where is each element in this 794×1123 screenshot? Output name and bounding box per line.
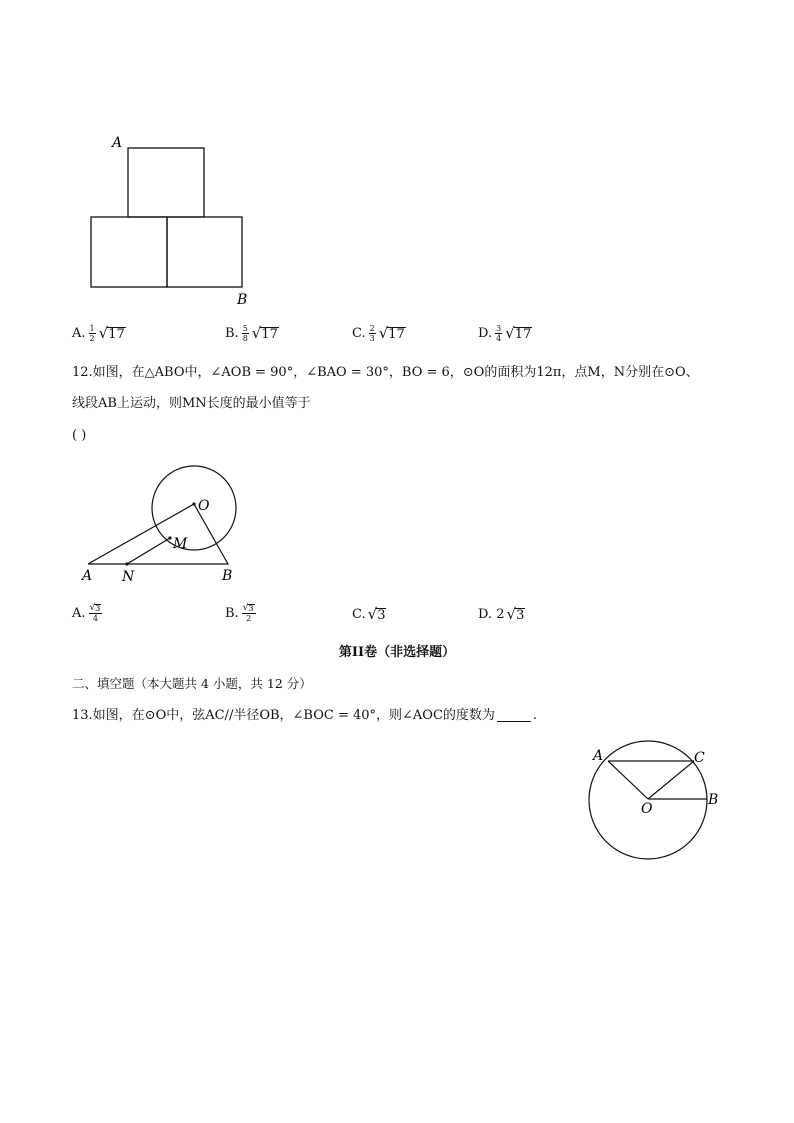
- section2-heading: 二、填空题（本大题共 4 小题，共 12 分）: [72, 676, 312, 691]
- label-b: B: [708, 792, 719, 808]
- label-a: A: [112, 135, 123, 151]
- segment-nm: [127, 538, 170, 564]
- sqrt: √ 17: [378, 324, 405, 342]
- point-m: [168, 536, 171, 539]
- fraction: $\frac{5}{8}$: [242, 324, 248, 343]
- sqrt: √ 17: [251, 324, 278, 342]
- fraction: $\frac{2}{3}$: [369, 324, 375, 343]
- option-a[interactable]: A. $\frac{1}{2}$ √ 17: [72, 324, 125, 343]
- point-n: [125, 562, 128, 565]
- fraction: $\frac{3}{4}$: [496, 324, 502, 343]
- label-b: B: [222, 568, 233, 584]
- bottom-left-square: [91, 217, 167, 287]
- option-d[interactable]: D. $\frac{3}{4}$ √ 17: [478, 324, 532, 343]
- option-d[interactable]: D. 2 √ 3: [478, 605, 525, 623]
- circle-o: [152, 466, 236, 550]
- point-o: [192, 502, 195, 505]
- q12-line2: 线段AB上运动，则MN长度的最小值等于: [72, 396, 311, 411]
- answer-blank[interactable]: [497, 709, 531, 722]
- radius-oa: [608, 761, 648, 799]
- option-b[interactable]: B. $\frac{5}{8}$ √ 17: [225, 324, 278, 343]
- option-b[interactable]: B. √ 3 2: [225, 603, 254, 623]
- label-c: C: [694, 750, 705, 766]
- option-c[interactable]: C. $\frac{2}{3}$ √ 17: [352, 324, 405, 343]
- label-m: M: [173, 536, 188, 552]
- label-o: O: [198, 498, 210, 514]
- q13-text: [72, 709, 537, 722]
- fraction: √ 3 4: [89, 603, 101, 623]
- figure-circle-chord: [588, 740, 728, 866]
- fraction: $\frac{1}{2}$: [89, 324, 95, 343]
- part2-title: 第II卷（非选择题）: [338, 645, 456, 660]
- q13-question: 13.如图，在⊙O中，弦AC//半径OB，∠BOC = 40°，则∠AOC的度数为: [72, 708, 495, 723]
- fraction: √ 3 2: [242, 603, 254, 623]
- radius-oc: [648, 761, 694, 799]
- figure-triangle-circle: [78, 460, 248, 588]
- q12-answer-paren: ( ): [72, 428, 87, 443]
- label-a: A: [82, 568, 93, 584]
- label-a: A: [593, 748, 604, 764]
- sqrt: √ 3: [367, 605, 386, 623]
- bottom-right-square: [167, 217, 242, 287]
- label-n: N: [122, 569, 135, 585]
- option-c[interactable]: C. √ 3: [352, 605, 386, 623]
- top-square: [128, 148, 204, 217]
- q12-line1: 12.如图，在△ABO中，∠AOB = 90°，∠BAO = 30°，BO = 6，⊙O的面积为12π，点M，N分别在⊙O、: [72, 365, 699, 380]
- circle-o: [589, 741, 707, 859]
- sqrt: √ 17: [98, 324, 125, 342]
- sqrt: √ 17: [505, 324, 532, 342]
- figure-squares: [84, 128, 264, 312]
- option-a[interactable]: A. √ 3 4: [72, 603, 101, 623]
- label-o: O: [641, 801, 653, 817]
- q13-period: .: [532, 708, 538, 723]
- sqrt: √ 3: [506, 605, 525, 623]
- label-b: B: [237, 292, 248, 308]
